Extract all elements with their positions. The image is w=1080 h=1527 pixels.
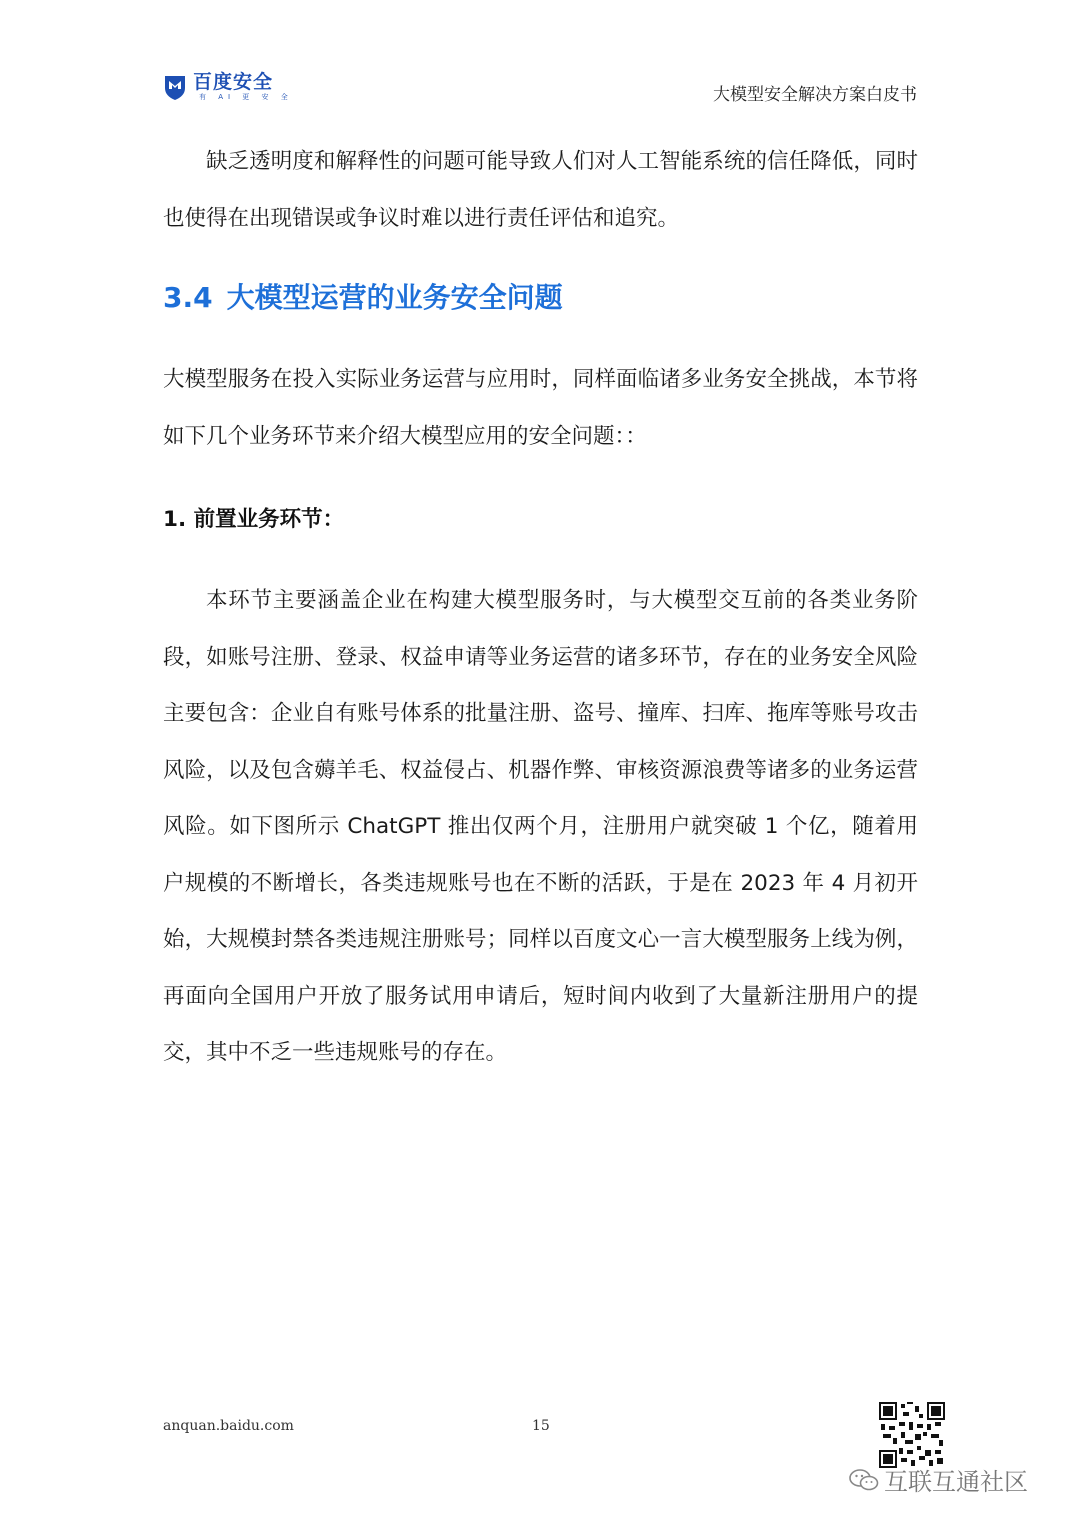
watermark [848,1462,1028,1497]
section-number: 3.4 [163,281,213,314]
shield-icon [163,73,187,101]
logo-title: 百度安全 [193,71,274,93]
wechat-icon [848,1467,880,1493]
intro-paragraph: 大模型服务在投入实际业务运营与应用时，同样面临诸多业务安全挑战，本节将如下几个业务环节来介绍大模型应用的安全问题：： [163,367,918,449]
body-paragraph: 本环节主要涵盖企业在构建大模型服务时，与大模型交互前的各类业务阶段，如账号注册、登录、权益申请等业务运营的诸多环节，存在的业务安全风险主要包含：企业自有账号体系的批量注册、盗号、撞库、扫库、拖库等账号攻击风险，以及包含薅羊毛、权益侵占、机器作弊、审核资源浪费等诸多的业务运营风险。如下图所示 ChatGPT 推出仅两个月，注册用户就突破 1 个亿，随着用户规模的不断增长，各类违规账号也在不断的活跃，于是在 2023 年 4 月初开始，大规模封禁各类违规注册账号；同样以百度文心一言大模型服务上线为例，再面向全国用户开放了服务试用申请后，短时间内收到了大量新注册用户的提交，其中不乏一些违规账号的存在。 [163,588,918,1065]
document-title: 大模型安全解决方案白皮书 [713,85,917,105]
section-title: 大模型运营的业务安全问题 [226,281,563,314]
section-heading [163,276,563,316]
subsection-heading: 1. 前置业务环节： [163,507,345,532]
continuation-paragraph: 缺乏透明度和解释性的问题可能导致人们对人工智能系统的信任降低，同时也使得在出现错误或争议时难以进行责任评估和追究。 [163,149,918,231]
logo-slogan: 有 AI 更 安 全 [199,93,293,101]
footer-url: anquan.baidu.com [163,1418,294,1434]
page-number: 15 [532,1418,550,1434]
baidu-security-logo [163,72,293,102]
watermark-text: 互联互通社区 [884,1468,1028,1496]
qr-code [879,1402,945,1468]
